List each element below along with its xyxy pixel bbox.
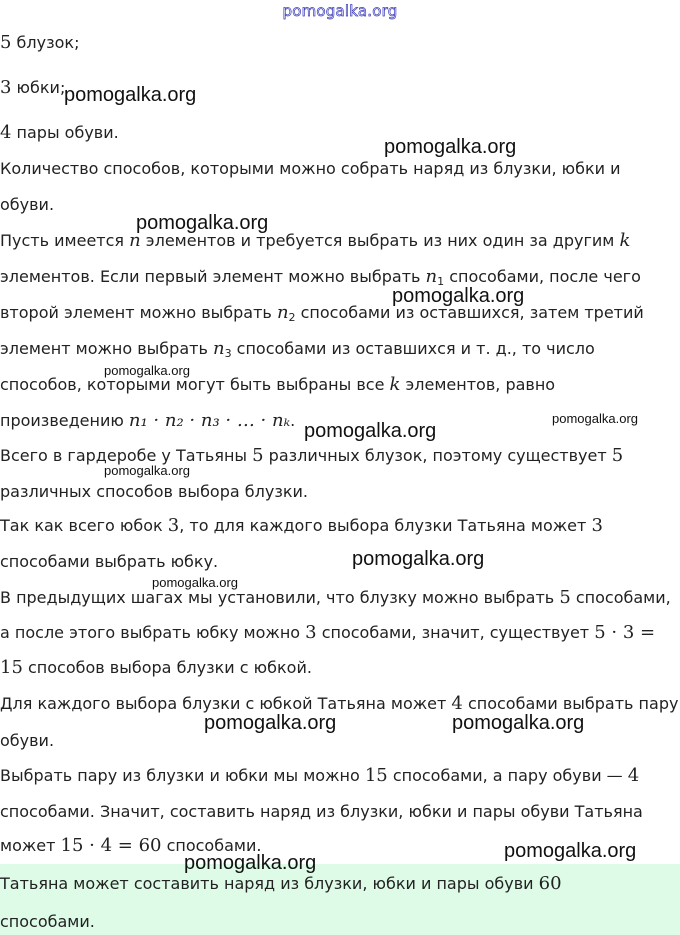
watermark: pomogalka.org — [64, 84, 197, 106]
text-line: 5 блузок; — [0, 32, 80, 53]
text-line: способами выбрать юбку. — [0, 552, 219, 571]
watermark: pomogalka.org — [552, 411, 638, 426]
text-line: 15 способов выбора блузки с юбкой. — [0, 657, 312, 678]
text-line: способами. Значит, составить наряд из блузки, юбки и пары обуви Татьяна — [0, 802, 643, 821]
text-line: второй элемент можно выбрать $n_2$ способами из оставшихся, затем третий — [0, 302, 644, 324]
answer-line: Татьяна может составить наряд из блузки, юбки и пары обуви 60 — [0, 873, 562, 894]
text-line: способов, которыми могут быть выбраны все k элементов, равно — [0, 374, 556, 395]
text-line: обуви. — [0, 195, 55, 214]
watermark: pomogalka.org — [352, 548, 485, 570]
text-line: различных способов выбора блузки. — [0, 482, 308, 501]
watermark: pomogalka.org — [104, 463, 190, 478]
text-line: Всего в гардеробе у Татьяны 5 различных блузок, поэтому существует 5 — [0, 445, 624, 466]
text-line: элементов. Если первый элемент можно выбрать $n_1$ способами, после чего — [0, 266, 641, 288]
watermark: pomogalka.org — [136, 212, 269, 234]
text-line: может 15 · 4 = 60 способами. — [0, 835, 262, 856]
watermark: pomogalka.org — [152, 575, 238, 590]
text-line: элемент можно выбрать $n_3$ способами из оставшихся и т. д., то число — [0, 338, 595, 360]
site-logo[interactable]: pomogalka.org — [282, 2, 398, 20]
watermark: pomogalka.org — [384, 136, 517, 158]
text-line: произведению n₁ · n₂ · n₃ · … · nₖ. — [0, 410, 296, 431]
watermark: pomogalka.org — [452, 712, 585, 734]
product-formula: n₁ · n₂ · n₃ · … · nₖ — [128, 410, 291, 431]
watermark: pomogalka.org — [304, 420, 437, 442]
text-line: Количество способов, которыми можно собрать наряд из блузки, юбки и — [0, 159, 621, 178]
watermark: pomogalka.org — [104, 363, 190, 378]
watermark: pomogalka.org — [392, 285, 525, 307]
text-line: В предыдущих шагах мы установили, что блузку можно выбрать 5 способами, — [0, 587, 671, 608]
watermark: pomogalka.org — [204, 712, 337, 734]
watermark: pomogalka.org — [504, 840, 637, 862]
text-line: обуви. — [0, 731, 55, 750]
text-line: 4 пары обуви. — [0, 122, 119, 143]
text-line: а после этого выбрать юбку можно 3 способами, значит, существует 5 · 3 = — [0, 622, 656, 643]
text-line: Выбрать пару из блузки и юбки мы можно 15 способами, а пару обуви — 4 — [0, 765, 640, 786]
text-line: Для каждого выбора блузки с юбкой Татьяна может 4 способами выбрать пару — [0, 693, 679, 714]
text-line: Так как всего юбок 3, то для каждого выбора блузки Татьяна может 3 — [0, 515, 603, 536]
text-line: 3 юбки; — [0, 77, 66, 98]
answer-line: способами. — [0, 912, 95, 931]
text-line: Пусть имеется n элементов и требуется выбрать из них один за другим k — [0, 230, 631, 251]
watermark: pomogalka.org — [184, 852, 317, 874]
